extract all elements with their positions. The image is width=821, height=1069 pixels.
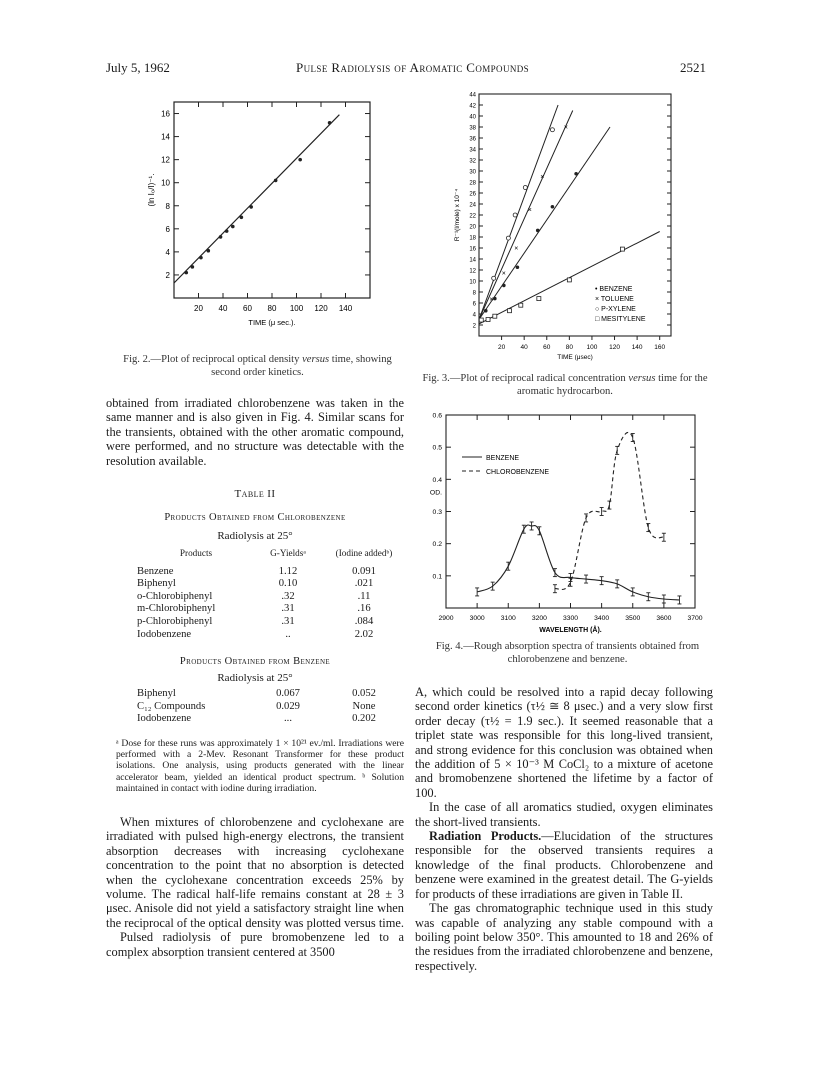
table-cell: p-Chlorobiphenyl [137, 615, 213, 627]
data-point-p-xylene [506, 236, 510, 240]
table-row [137, 578, 407, 591]
table-cell: 0.029 [276, 700, 300, 712]
right-para-3-text: —Elucidation of the structures responsible for the observed transients requires a knowledge of the final products. Chlorobenzene and benzene were examined in the greatest detail. The G-yields for products of these irradiations are given in Table II. [415, 829, 713, 901]
data-point [249, 205, 253, 209]
data-point-mesitylene [620, 247, 624, 251]
y-tick-label: 16 [469, 246, 476, 253]
y-tick-label: 8 [165, 201, 170, 211]
data-point-toluene: × [540, 174, 545, 181]
y-tick-label: 4 [472, 312, 476, 319]
y-tick-label: 34 [469, 147, 476, 154]
running-header-date: July 5, 1962 [106, 60, 170, 75]
y-tick-label: 10 [469, 279, 476, 286]
y-tick-label: 0.1 [432, 573, 442, 581]
table-cell: Benzene [137, 565, 174, 577]
y-tick-label: 0.2 [432, 541, 442, 549]
fig3-caption-rest2: time for the aromatic hydrocarbon. [517, 373, 708, 397]
x-axis-label: TIME (μsec) [557, 354, 593, 361]
y-tick-label: 2 [472, 323, 476, 330]
table-cell: 0.091 [352, 565, 376, 577]
right-para-1: A, which could be resolved into a rapid decay following second order kinetics (τ½ ≅ 8 μsec.) and a very slow first order decay (τ½ = 1.9 sec.). It seemed reasonable that a triplet state was responsible for this long-lived transient, and strong evidence for this conclusion was obtained when the addition of 5 × 10⁻³ M CoCl₂ to a mixture of acetone and bromobenzene shortened the lifetime by a factor of 100. [415, 685, 713, 800]
running-header-title: Pulse Radiolysis of Aromatic Compounds [296, 60, 530, 75]
fig2-caption-rest: —Plot of reciprocal optical density [150, 354, 303, 365]
data-point-benzene [502, 284, 506, 288]
y-tick-label: 18 [469, 235, 476, 242]
data-point [191, 265, 195, 269]
y-tick-label: 22 [469, 213, 476, 220]
left-column-top [106, 396, 404, 468]
table-row [137, 713, 407, 726]
fig4-caption [415, 640, 720, 666]
fig2-caption-rest2: time, showing second order kinetics. [211, 354, 392, 378]
data-point-benzene [536, 229, 540, 233]
x-tick-label: 3000 [469, 615, 485, 622]
y-tick-label: 14 [469, 257, 476, 264]
series-line-chlorobenzene [555, 432, 664, 589]
x-axis-label: WAVELENGTH (Å). [539, 627, 602, 634]
fig2-caption [110, 353, 405, 379]
y-tick-label: 4 [165, 247, 170, 257]
y-tick-label: 0.6 [432, 412, 442, 420]
table-cell: .16 [357, 603, 371, 615]
table2-title2: Products Obtained from Benzene [179, 656, 331, 667]
y-axis-label: R⁻¹(l/mole) x 10⁻⁴ [454, 188, 461, 242]
left-para-3: Pulsed radiolysis of pure bromobenzene led to a complex absorption transient centered at 3500 [106, 930, 404, 959]
table-cell: None [352, 700, 376, 712]
x-tick-label: 20 [194, 304, 203, 313]
x-tick-label: 3700 [687, 615, 703, 622]
table2-subtitle2: Radiolysis at 25° [217, 672, 293, 684]
data-point-benzene [516, 265, 520, 269]
data-point-benzene [493, 297, 497, 301]
right-column [415, 685, 713, 973]
fig3-caption [410, 372, 720, 398]
data-point [207, 249, 211, 253]
y-tick-label: 12 [161, 155, 170, 165]
col-header: Products [179, 548, 213, 558]
data-point-mesitylene [567, 278, 571, 282]
table-cell: Iodobenzene [137, 628, 192, 640]
legend-entry: • BENZENE [595, 286, 633, 293]
plot-frame [479, 94, 671, 336]
table2-chlorobenzene [137, 547, 407, 641]
table-cell: ... [284, 713, 292, 725]
x-tick-label: 80 [267, 304, 277, 313]
data-point-toluene: × [514, 245, 519, 253]
table-cell: o-Chlorobiphenyl [137, 590, 213, 602]
data-point [184, 271, 188, 275]
right-para-2: In the case of all aromatics studied, oxygen eliminates the short-lived transients. [415, 800, 713, 829]
data-point-benzene [551, 205, 555, 209]
data-point [225, 229, 229, 233]
left-column-bottom [106, 815, 404, 959]
left-para-1: obtained from irradiated chlorobenzene was taken in the same manner and is also given in Fig. 4. Similar scans for the transients, obtained with the other aromatic compound, were performed, and no structure was detectable with the resolution available. [106, 396, 404, 468]
data-point-mesitylene [537, 297, 541, 301]
table-row [137, 688, 407, 701]
x-tick-label: 3400 [594, 615, 610, 622]
table-cell: .11 [357, 590, 371, 602]
y-tick-label: 24 [469, 202, 476, 209]
y-tick-label: 6 [165, 224, 170, 234]
table-cell: .31 [281, 603, 295, 615]
x-tick-label: 100 [586, 344, 598, 351]
x-tick-label: 3200 [531, 615, 547, 622]
table-row [137, 566, 407, 579]
y-tick-label: 20 [469, 224, 476, 231]
y-tick-label: 30 [469, 169, 476, 176]
fig2-caption-prefix: Fig. 2. [123, 354, 151, 365]
y-tick-label: 36 [469, 136, 476, 143]
table-cell: Biphenyl [137, 578, 176, 590]
fig4-caption-rest: —Rough absorption spectra of transients obtained from chlorobenzene and benzene. [463, 641, 700, 665]
table-row [137, 591, 407, 604]
table-cell: 2.02 [354, 628, 374, 640]
x-tick-label: 80 [565, 344, 573, 351]
right-para-3 [415, 829, 713, 901]
table-cell: 0.067 [276, 688, 300, 699]
y-tick-label: 10 [161, 178, 170, 188]
data-point-p-xylene [513, 213, 517, 217]
table-cell: 0.202 [352, 713, 376, 725]
data-point-mesitylene [507, 309, 511, 313]
fit-line-p-xylene [479, 105, 558, 320]
left-para-2: When mixtures of chlorobenzene and cyclohexane are irradiated with pulsed high-energy electrons, the transient absorption decreases with increasing cyclohexane concentration to the point that no absorption is detected when the cyclohexane concentration exceeds 25% by volume. The radical half-life remains constant at 28 ± 3 μsec. Anisole did not yield a satisfactory straight line when the reciprocal of the optical density was plotted versus time. [106, 815, 404, 930]
x-tick-label: 120 [609, 344, 620, 351]
y-tick-label: 28 [469, 180, 476, 187]
table-cell: .31 [281, 615, 295, 627]
x-tick-label: 3500 [625, 615, 641, 622]
y-tick-label: 0.4 [432, 476, 442, 484]
x-tick-label: 3300 [562, 615, 579, 622]
table-cell: Iodobenzene [137, 713, 192, 725]
x-tick-label: 2900 [438, 615, 454, 622]
x-axis-label: TIME (μ sec.). [248, 318, 296, 327]
table2-subtitle1: Radiolysis at 25° [217, 530, 293, 542]
x-tick-label: 140 [631, 344, 643, 351]
y-tick-label: 14 [161, 132, 170, 142]
data-point-mesitylene [519, 303, 523, 307]
y-tick-label: 32 [469, 158, 476, 165]
y-tick-label: 38 [469, 125, 476, 132]
x-tick-label: 40 [520, 344, 528, 351]
fig3-caption-prefix: Fig. 3. [422, 373, 450, 384]
data-point-benzene [574, 172, 578, 176]
fit-line-toluene [479, 111, 573, 320]
table-cell: .32 [281, 590, 295, 602]
data-point-mesitylene [479, 318, 483, 322]
fig3-caption-versus: versus [628, 373, 656, 384]
page-number: 2521 [680, 60, 706, 75]
data-point-toluene: × [501, 270, 506, 278]
data-point [231, 225, 235, 229]
data-point-toluene: × [563, 124, 569, 132]
table-cell: .084 [354, 615, 374, 627]
table-cell: 0.10 [278, 578, 298, 590]
data-point [328, 121, 332, 125]
x-tick-label: 160 [654, 344, 666, 351]
table-row [137, 603, 407, 616]
plot-frame [174, 102, 370, 298]
section-heading: Radiation Products. [429, 829, 542, 844]
x-tick-label: 140 [338, 304, 353, 313]
y-tick-label: 0.5 [432, 444, 442, 452]
col-header: (Iodine addedᵇ) [335, 548, 393, 558]
x-tick-label: 60 [543, 344, 551, 351]
x-tick-label: 20 [497, 344, 506, 351]
legend-label-benzene: BENZENE [486, 455, 520, 462]
fig2-chart [112, 90, 392, 348]
table-cell: m-Chlorobiphenyl [137, 603, 216, 615]
y-axis-label: (ln I₀/I)⁻¹. [147, 173, 156, 207]
data-point-p-xylene [492, 276, 496, 280]
legend-entry: ○ P-XYLENE [595, 306, 636, 313]
y-tick-label: 40 [469, 114, 476, 121]
y-tick-label: 44 [469, 92, 476, 99]
col-header: G-Yieldsᵃ [270, 548, 306, 558]
y-tick-label: 0.3 [432, 509, 442, 516]
x-tick-label: 40 [218, 304, 228, 313]
fig2-caption-versus: versus [302, 354, 330, 365]
table2-label: Table II [234, 488, 276, 500]
fig3-caption-rest: —Plot of reciprocal radical concentration [449, 373, 629, 384]
data-point [274, 179, 278, 183]
table-header-row [137, 547, 407, 560]
legend-label-chlorobenzene: CHLOROBENZENE [486, 469, 550, 476]
data-point-p-xylene [523, 186, 527, 190]
legend-entry: □ MESITYLENE [595, 316, 646, 323]
data-point-p-xylene [550, 128, 554, 132]
x-tick-label: 3600 [656, 615, 672, 622]
data-point [219, 235, 223, 239]
data-point-toluene: × [489, 296, 494, 304]
fig4-caption-prefix: Fig. 4. [435, 641, 464, 652]
y-tick-label: 6 [472, 301, 476, 308]
y-tick-label: 16 [161, 109, 170, 119]
x-tick-label: 3100 [500, 615, 516, 622]
table-cell: Biphenyl [137, 688, 176, 699]
data-point-mesitylene [493, 314, 497, 318]
table-cell: C₁₂ Compounds [137, 700, 206, 712]
data-point [240, 215, 244, 219]
y-unit-label: OD. [429, 489, 442, 497]
table-cell: .. [285, 628, 291, 640]
data-point [298, 158, 302, 162]
fit-line [174, 115, 339, 283]
fig3-chart [445, 88, 685, 368]
table-row [137, 701, 407, 714]
table2-title1: Products Obtained from Chlorobenzene [164, 512, 346, 523]
y-tick-label: 26 [469, 191, 476, 198]
table2-footnote: ᵃ Dose for these runs was approximately 1 × 10²¹ ev./ml. Irradiations were performed with a 2-Mev. Resonant Transformer for these product isolations. One analysis, using products generated with the linear accelerator beam, yielded an identical product spectrum. ᵇ Solution maintained in contact with iodine during irradiation. [116, 738, 404, 794]
fig4-chart [412, 405, 717, 637]
y-tick-label: 12 [469, 268, 476, 275]
y-tick-label: 8 [472, 290, 476, 297]
data-point [199, 256, 203, 260]
x-tick-label: 120 [314, 304, 328, 313]
y-tick-label: 42 [469, 103, 476, 110]
data-point-benzene [484, 309, 488, 313]
legend-entry: × TOLUENE [595, 296, 634, 303]
table-cell: 0.052 [352, 688, 376, 699]
data-point-mesitylene [486, 318, 490, 322]
right-para-4: The gas chromatographic technique used in this study was capable of analyzing any stable compound with a boiling point below 350°. This amounted to 18 and 26% of the residues from the irradiated chlorobenzene and benzene, respectively. [415, 901, 713, 973]
y-tick-label: 2 [165, 270, 170, 280]
data-point-toluene: × [527, 207, 532, 214]
table-row [137, 629, 407, 642]
table2-benzene [137, 688, 407, 726]
table-cell: .021 [354, 578, 374, 590]
x-tick-label: 100 [289, 304, 304, 313]
x-tick-label: 60 [243, 304, 252, 313]
table-row [137, 616, 407, 629]
table-cell: 1.12 [278, 565, 298, 577]
